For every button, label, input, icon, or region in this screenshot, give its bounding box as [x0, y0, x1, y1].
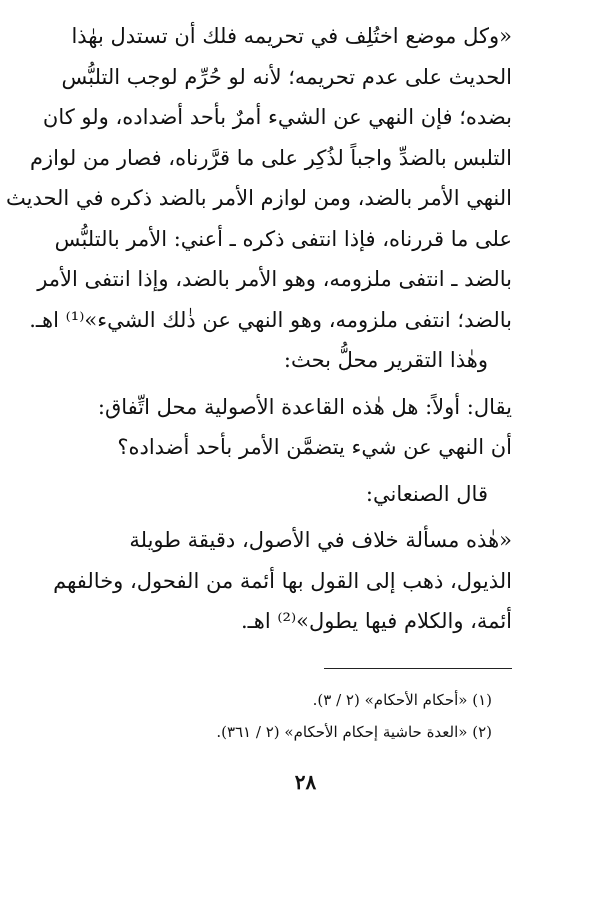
- text-line-13: «هٰذه مسألة خلاف في الأصول، دقيقة طويلة: [129, 528, 512, 552]
- footnotes: [64, 684, 512, 748]
- text-line-6: على ما قررناه، فإذا انتفى ذكره ـ أعني: الأمر بالتلبُّس: [54, 226, 512, 251]
- footnote-2: (٢) «العدة حاشية إحكام الأحكام» (٢ / ٣٦١).: [216, 723, 492, 741]
- body-text: [5, 16, 512, 642]
- text-line-15: أئمة، والكلام فيها يطول»⁽²⁾ اهـ.: [240, 609, 512, 633]
- text-line-2: الحديث على عدم تحريمه؛ لأنه لو حُرِّم لوجب التلبُّس: [61, 64, 512, 89]
- text-line-1: «وكل موضع اختُلِف في تحريمه فلك أن تستدل بهٰذا: [71, 24, 512, 48]
- text-line-4: التلبس بالضدِّ واجباً لذُكِر على ما قرَّرناه، فصار من لوازم: [30, 145, 512, 170]
- page-number: ٢٨: [294, 770, 317, 794]
- text-line-10: يقال: أولاً: هل هٰذه القاعدة الأصولية محل اتِّفاق:: [97, 394, 512, 419]
- footnote-divider: [324, 668, 512, 669]
- text-line-14: الذيول، ذهب إلى القول بها أئمة من الفحول، وخالفهم: [53, 568, 512, 593]
- text-line-9: وهٰذا التقرير محلُّ بحث:: [283, 348, 488, 372]
- text-line-5: النهي الأمر بالضد، ومن لوازم الأمر بالضد ذكره في الحديث: [5, 186, 512, 210]
- text-line-7: بالضد ـ انتفى ملزومه، وهو الأمر بالضد، وإذا انتفى الأمر: [37, 267, 512, 291]
- text-line-8: بالضد؛ انتفى ملزومه، وهو النهي عن ذٰلك الشيء»⁽¹⁾ اهـ.: [29, 307, 512, 332]
- text-line-3: بضده؛ فإن النهي عن الشيء أمرٌ بأحد أضداده، ولو كان: [42, 105, 512, 129]
- footnote-1: (١) «أحكام الأحكام» (٢ / ٣).: [312, 691, 492, 709]
- text-line-11: أن النهي عن شيء يتضمَّن الأمر بأحد أضداده؟: [117, 435, 512, 459]
- text-line-12: قال الصنعاني:: [365, 481, 488, 506]
